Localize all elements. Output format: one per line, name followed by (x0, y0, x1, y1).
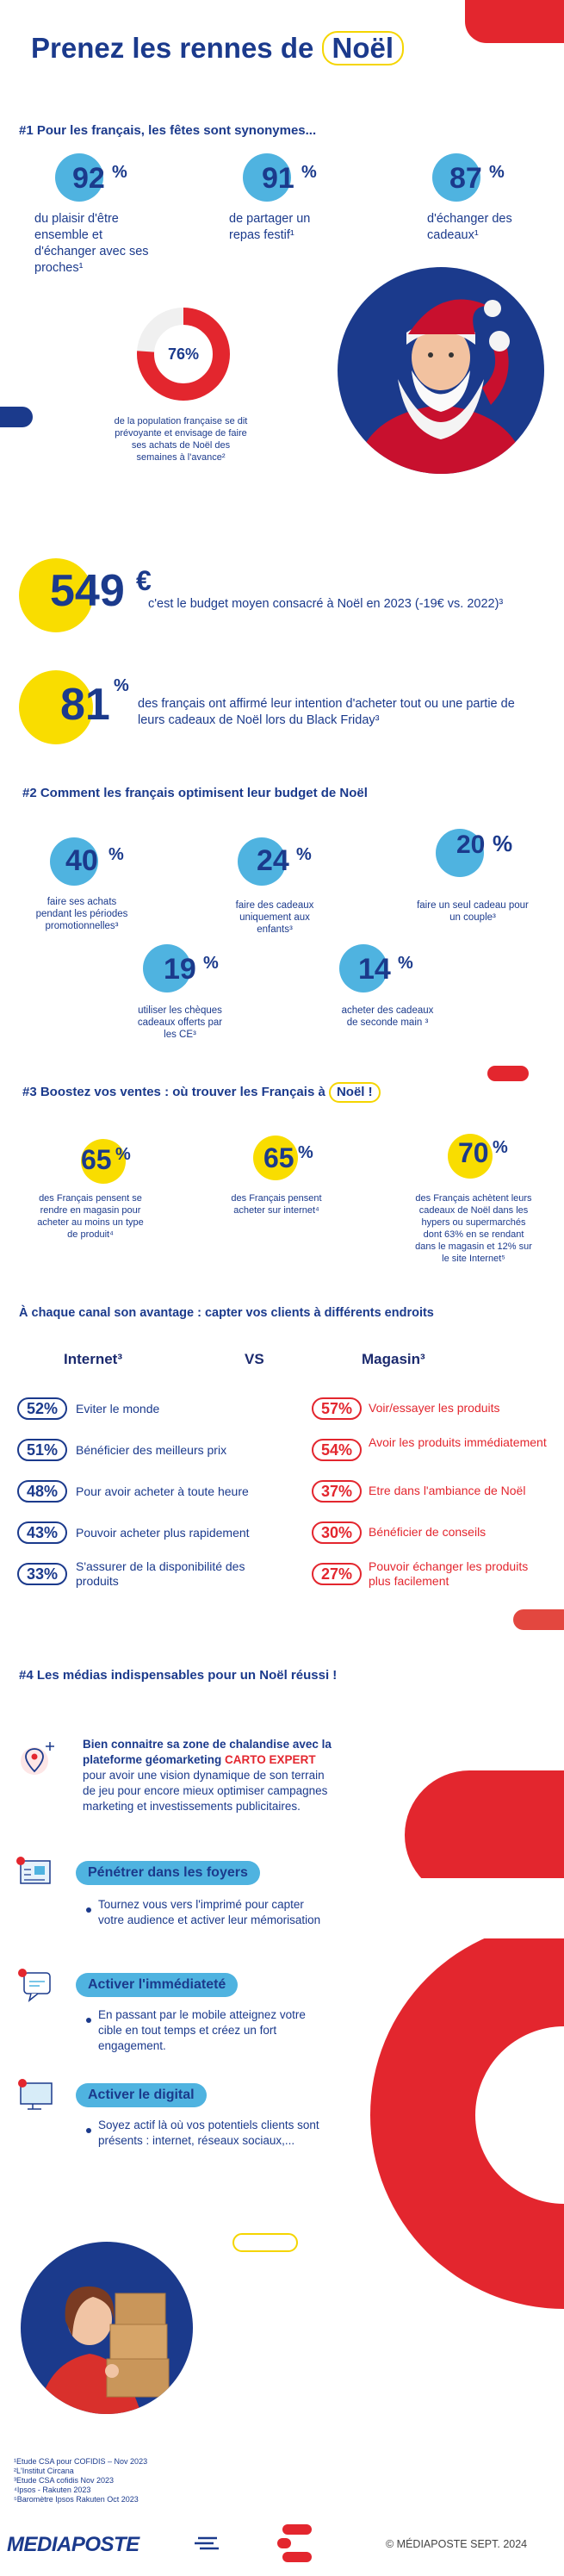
channel-row (17, 1437, 547, 1465)
stat-caption: d'échanger des cadeaux¹ (427, 212, 512, 242)
stat-unit: % (112, 163, 127, 182)
media-pill: Pénétrer dans les foyers (76, 1861, 260, 1885)
deco-navy-pill-left (0, 407, 33, 427)
internet-text: Pour avoir acheter à toute heure (76, 1484, 249, 1498)
stat-caption: des Français pensent se rendre en magasin pour acheter au moins un type de produit⁴ (37, 1193, 144, 1240)
channel-row (17, 1396, 547, 1423)
stat-caption: utiliser les chèques cadeaux offerts par les CE³ (137, 1005, 223, 1040)
stat-value: 20 (456, 831, 486, 859)
stat-value: 19 (164, 953, 196, 986)
footnote: ²L'Institut Circana (14, 2467, 74, 2475)
section-1-heading: #1 Pour les français, les fêtes sont synonymes... (19, 123, 317, 138)
magasin-pct: 57% (312, 1397, 362, 1420)
stat-unit: % (398, 954, 413, 973)
stat-caption: du plaisir d'être ensemble et d'échanger avec ses proches¹ (34, 212, 149, 275)
magasin-pct: 27% (312, 1563, 362, 1585)
deco-yellow-pill-outline (232, 2233, 298, 2252)
internet-pct: 33% (17, 1563, 67, 1585)
section-3-heading-text: #3 Boostez vos ventes : où trouver les Français à (22, 1085, 325, 1099)
channel-row (17, 1478, 547, 1506)
monitor-icon (12, 2076, 59, 2114)
magasin-text: Bénéficier de conseils (369, 1525, 487, 1539)
magasin-text: Etre dans l'ambiance de Noël (369, 1484, 526, 1497)
geo-brand: CARTO EXPERT (225, 1753, 316, 1766)
stat-unit: % (298, 1143, 313, 1162)
santa-illustration (338, 267, 544, 474)
stat-value: 65 (263, 1142, 294, 1173)
internet-pct: 51% (17, 1439, 67, 1461)
internet-text: Bénéficier des meilleurs prix (76, 1443, 227, 1457)
bf-unit: % (114, 676, 129, 695)
footnote: ³Etude CSA cofidis Nov 2023 (14, 2476, 115, 2485)
title-highlight: Noël (322, 31, 405, 65)
map-pin-icon (17, 1737, 59, 1778)
stat-caption: des Français pensent acheter sur internet⁴ (231, 1193, 322, 1216)
stat-value: 91 (262, 162, 294, 195)
channel-row (17, 1520, 547, 1547)
media-text: Tournez vous vers l'imprimé pour capter votre audience et activer leur mémorisation (98, 1898, 321, 1926)
geo-bold: Bien connaitre sa zone de chalandise avec la plateforme géomarketing (83, 1738, 332, 1766)
internet-pct: 48% (17, 1480, 67, 1503)
stat-unit: % (489, 163, 505, 182)
stat-value: 65 (81, 1144, 112, 1175)
section-4-heading: #4 Les médias indispensables pour un Noël réussi ! (19, 1668, 338, 1683)
stat-value: 92 (72, 162, 105, 195)
stat-unit: % (493, 1138, 508, 1157)
chat-mobile-icon (12, 1966, 59, 2004)
stat-unit: % (301, 163, 317, 182)
internet-text: Pouvoir acheter plus rapidement (76, 1526, 250, 1540)
deco-red-pill-top (465, 0, 564, 43)
stat-unit: % (493, 831, 513, 856)
brand-stripes-icon (195, 2531, 220, 2554)
vs-label: VS (245, 1351, 264, 1367)
stat-unit: % (296, 845, 312, 864)
media-pill: Activer le digital (76, 2083, 207, 2107)
deco-red-pill-mid (487, 1066, 529, 1081)
magasin-pct: 54% (312, 1439, 362, 1461)
woman-boxes-icon (21, 2242, 193, 2414)
deco-white-gap (362, 1878, 564, 1938)
magasin-text: Pouvoir échanger les produits plus facilement (369, 1559, 529, 1588)
budget-caption: c'est le budget moyen consacré à Noël en 2023 (-19€ vs. 2022)³ (148, 597, 504, 611)
internet-pct: 43% (17, 1521, 67, 1544)
section-3-heading (22, 1082, 381, 1103)
footnote: ¹Etude CSA pour COFIDIS – Nov 2023 (14, 2457, 148, 2466)
bullet (86, 2018, 91, 2023)
internet-text: Eviter le monde (76, 1402, 160, 1416)
stat-value: 40 (65, 844, 98, 877)
donut-label: 76% (167, 345, 200, 363)
budget-unit: € (136, 565, 152, 596)
stat-caption: des Français achètent leurs cadeaux de Noël dans les hypers ou supermarchés dont 63% en se rendant dans le magasin et 12% sur le site Internet⁵ (415, 1193, 532, 1264)
magasin-pct: 30% (312, 1521, 362, 1544)
internet-pct: 52% (17, 1397, 67, 1420)
laposte-group-logo (277, 2519, 317, 2562)
stat-value: 24 (257, 844, 289, 877)
stat-caption: acheter des cadeaux de seconde main ³ (341, 1005, 434, 1028)
channel-row (17, 1561, 547, 1589)
geo-rest: pour avoir une vision dynamique de son terrain de jeu pour encore mieux optimiser campagnes marketing et investissements publicitaires. (83, 1769, 328, 1813)
section-3-highlight: Noël ! (329, 1082, 381, 1103)
stat-value: 70 (458, 1137, 489, 1168)
brand-logo: MEDIAPOSTE (7, 2533, 139, 2556)
santa-icon (338, 267, 544, 474)
stat-unit: % (108, 845, 124, 864)
mail-flyer-icon (12, 1854, 59, 1892)
channel-heading: À chaque canal son avantage : capter vos clients à différents endroits (19, 1306, 434, 1320)
media-pill: Activer l'immédiateté (76, 1973, 238, 1997)
media-text: Soyez actif là où vos potentiels clients sont présents : internet, réseaux sociaux,... (98, 2119, 319, 2147)
magasin-pct: 37% (312, 1480, 362, 1503)
stat-caption: faire des cadeaux uniquement aux enfants³ (235, 900, 314, 935)
donut-caption: de la population française se dit prévoyante et envisage de faire ses achats de Noël des semaines à l'avance² (114, 416, 248, 463)
stat-caption: de partager un repas festif¹ (229, 212, 311, 242)
magasin-text: Avoir les produits immédiatement (369, 1435, 547, 1449)
stat-caption: faire un seul cadeau pour un couple³ (417, 900, 529, 923)
footnote: ⁴Ipsos - Rakuten 2023 (14, 2486, 91, 2494)
page-title (31, 31, 404, 65)
media-text: En passant par le mobile atteignez votre cible en tout temps et créez un fort engagement. (98, 2008, 306, 2052)
section-2-heading: #2 Comment les français optimisent leur budget de Noël (22, 786, 368, 800)
geo-text (83, 1737, 332, 1814)
bullet (86, 2128, 91, 2133)
stat-caption: faire ses achats pendant les périodes promotionnelles³ (35, 897, 128, 931)
stat-value: 14 (358, 953, 391, 986)
woman-boxes-photo (21, 2242, 193, 2414)
bullet (86, 1907, 91, 1913)
budget-value: 549 (50, 566, 125, 616)
stat-unit: % (115, 1145, 131, 1164)
deco-red-pill-lower (513, 1609, 564, 1630)
internet-label: Internet³ (64, 1351, 122, 1367)
title-text: Prenez les rennes de (31, 32, 314, 64)
stat-unit: % (203, 954, 219, 973)
bf-value: 81 (60, 680, 110, 730)
magasin-text: Voir/essayer les produits (369, 1401, 500, 1415)
bf-caption: des français ont affirmé leur intention d'acheter tout ou une partie de leurs cadeaux de Noël lors du Black Friday³ (138, 697, 515, 727)
copyright: © MÉDIAPOSTE SEPT. 2024 (386, 2538, 528, 2550)
footnote: ⁵Baromètre Ipsos Rakuten Oct 2023 (14, 2495, 139, 2504)
stat-value: 87 (449, 162, 482, 195)
magasin-label: Magasin³ (362, 1351, 425, 1367)
internet-text: S'assurer de la disponibilité des produits (76, 1559, 245, 1588)
